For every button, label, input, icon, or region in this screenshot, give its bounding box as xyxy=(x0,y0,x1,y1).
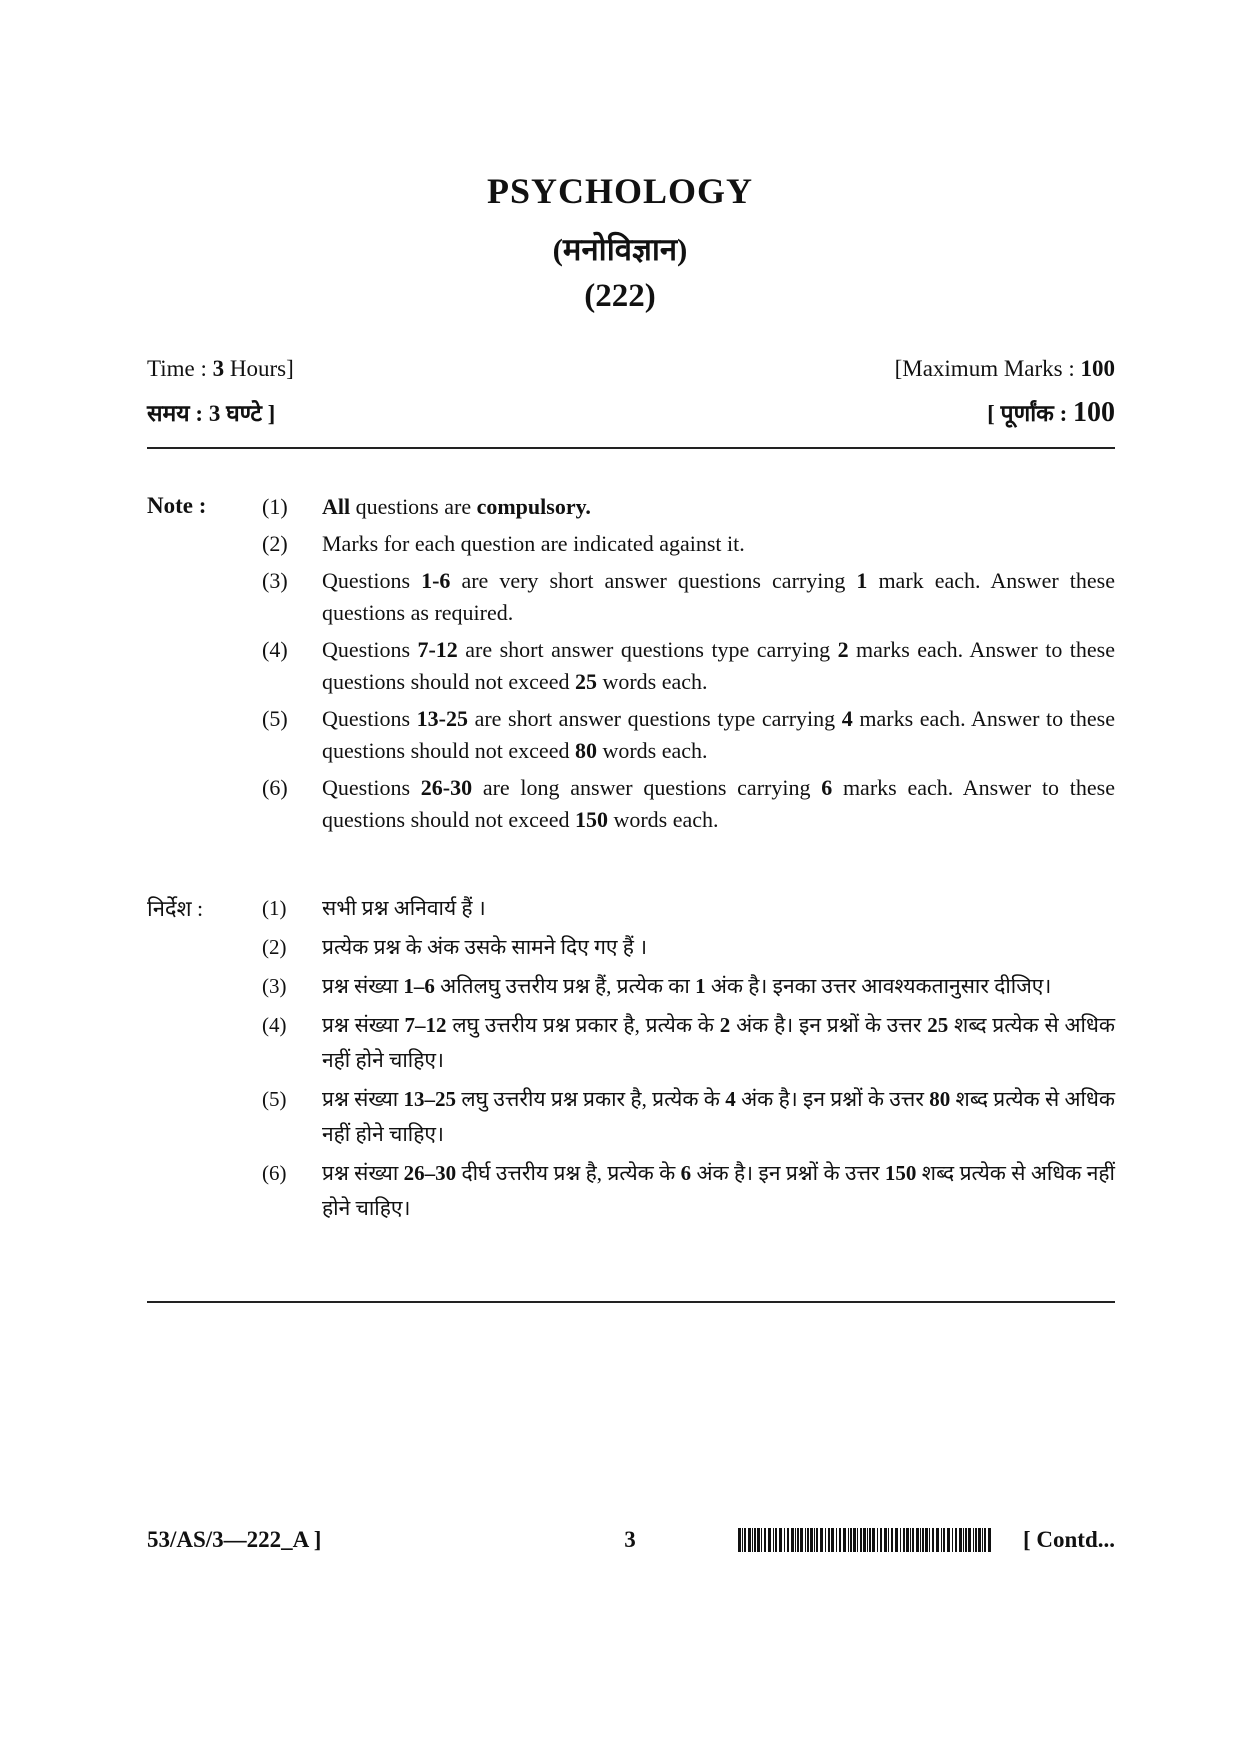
barcode-bar xyxy=(828,1528,830,1552)
note-item-text xyxy=(322,565,1115,629)
text-run: शब्द प्रत्येक से अधिक नहीं होने चाहिए। xyxy=(322,1161,1115,1220)
note-item xyxy=(262,703,1115,767)
text-bold: 2 xyxy=(837,637,849,662)
page-title: PSYCHOLOGY xyxy=(486,171,754,211)
barcode-bar xyxy=(848,1528,849,1552)
text-run: words each. xyxy=(607,807,719,832)
text-bold: 150 xyxy=(574,807,608,832)
note-item-number: (3) xyxy=(262,568,288,593)
text-run: Questions xyxy=(322,775,421,800)
barcode-bar xyxy=(764,1528,766,1552)
max-marks-line xyxy=(895,356,1115,382)
note-item xyxy=(262,528,1115,560)
hindi-note-list xyxy=(262,891,1115,1230)
text-run: words each. xyxy=(596,669,708,694)
text-bold: 6 xyxy=(680,1161,692,1185)
barcode-bar xyxy=(965,1528,967,1552)
text-run: Questions xyxy=(322,568,422,593)
time-label: Time : xyxy=(147,356,213,381)
barcode-bar xyxy=(839,1528,841,1552)
text-run: अंक है। इनका उत्तर आवश्यकतानुसार दीजिए। xyxy=(705,974,1052,998)
barcode-bar xyxy=(910,1528,911,1552)
barcode-bar xyxy=(810,1528,813,1552)
barcode-bar xyxy=(807,1528,809,1552)
text-run: लघु उत्तरीय प्रश्न प्रकार है, प्रत्येक के xyxy=(456,1087,726,1111)
barcode-bar xyxy=(752,1528,753,1552)
note-item-number: (5) xyxy=(262,706,288,731)
barcode-bar xyxy=(836,1528,837,1552)
barcode-bar xyxy=(975,1528,977,1552)
divider-top xyxy=(147,447,1115,449)
time-line xyxy=(147,356,294,382)
hindi-note-item xyxy=(262,1156,1115,1226)
barcode-bar xyxy=(880,1528,882,1552)
note-item xyxy=(262,565,1115,629)
barcode-bar xyxy=(943,1528,945,1552)
paper-code: 53/AS/3—222_A ] xyxy=(147,1527,322,1552)
barcode-bar xyxy=(888,1528,889,1552)
text-bold: 80 xyxy=(574,738,597,763)
barcode-bar xyxy=(936,1528,939,1552)
text-run: are short answer questions type carrying xyxy=(457,637,838,662)
text-run: प्रश्न संख्या xyxy=(322,1161,404,1185)
barcode-bar xyxy=(947,1528,950,1552)
hindi-note-item-text xyxy=(322,1082,1115,1152)
barcode-bar xyxy=(773,1528,774,1552)
text-run: प्रश्न संख्या xyxy=(322,1087,404,1111)
barcode-bar xyxy=(895,1528,898,1552)
text-run: अंक है। इन प्रश्नों के उत्तर xyxy=(735,1087,930,1111)
text-bold: 1 xyxy=(856,568,868,593)
text-bold: 7-12 xyxy=(417,637,458,662)
text-run: are long answer questions carrying xyxy=(472,775,822,800)
barcode-bar xyxy=(738,1528,741,1552)
max-marks-hindi-label: [ पूर्णांक : xyxy=(987,401,1073,426)
text-bold: 2 xyxy=(719,1013,731,1037)
barcode-bar xyxy=(872,1528,875,1552)
note-label: Note : xyxy=(147,493,207,518)
note-item-text xyxy=(322,491,1115,523)
page-subtitle-hindi: (मनोविज्ञान) xyxy=(552,232,688,267)
text-bold: 150 xyxy=(884,1161,917,1185)
barcode-bar xyxy=(925,1528,928,1552)
barcode-bar xyxy=(867,1528,868,1552)
barcode-bar xyxy=(955,1528,957,1552)
barcode-bar xyxy=(843,1528,846,1552)
barcode-bar xyxy=(906,1528,909,1552)
max-marks-label: [Maximum Marks : xyxy=(894,356,1081,381)
barcode-icon xyxy=(738,1528,991,1552)
barcode-bar xyxy=(900,1528,901,1552)
barcode-bar xyxy=(814,1528,815,1552)
text-run: दीर्घ उत्तरीय प्रश्न है, प्रत्येक के xyxy=(456,1161,681,1185)
note-item-number: (6) xyxy=(262,775,288,800)
barcode-bar xyxy=(754,1528,756,1552)
barcode-bar xyxy=(912,1528,914,1552)
barcode-bar xyxy=(853,1528,856,1552)
hindi-note-item-number: (5) xyxy=(262,1087,287,1111)
hindi-note-item xyxy=(262,1082,1115,1152)
note-item-number: (2) xyxy=(262,531,288,556)
barcode-bar xyxy=(791,1528,794,1552)
hindi-note-item xyxy=(262,891,1115,926)
barcode-bar xyxy=(800,1528,803,1552)
hindi-note-item-text xyxy=(322,1008,1115,1078)
text-bold: 1 xyxy=(695,974,706,998)
text-bold: 80 xyxy=(929,1087,951,1111)
text-bold: All xyxy=(322,494,351,519)
text-run: शब्द प्रत्येक से अधिक नहीं होने चाहिए। xyxy=(322,1013,1116,1072)
continued-label: [ Contd... xyxy=(1022,1527,1115,1552)
max-marks-value: 100 xyxy=(1080,356,1115,381)
barcode-bar xyxy=(978,1528,981,1552)
hindi-note-item xyxy=(262,1008,1115,1078)
note-item-number: (4) xyxy=(262,637,288,662)
barcode-bar xyxy=(757,1528,760,1552)
note-list xyxy=(262,491,1115,841)
text-bold: 26–30 xyxy=(403,1161,457,1185)
text-bold: 26-30 xyxy=(420,775,473,800)
text-run: प्रश्न संख्या xyxy=(322,974,404,998)
subject-code: (222) xyxy=(584,278,656,314)
barcode-bar xyxy=(932,1528,934,1552)
divider-bottom xyxy=(147,1301,1115,1303)
barcode-bar xyxy=(825,1528,826,1552)
barcode-bar xyxy=(916,1528,919,1552)
time-hindi-label: समय : xyxy=(147,401,209,426)
barcode-bar xyxy=(787,1528,789,1552)
note-item-text xyxy=(322,772,1115,836)
page-number: 3 xyxy=(624,1527,636,1552)
barcode-bar xyxy=(963,1528,964,1552)
text-run: अंक है। इन प्रश्नों के उत्तर xyxy=(730,1013,928,1037)
text-run: words each. xyxy=(596,738,708,763)
barcode-bar xyxy=(850,1528,852,1552)
barcode-bar xyxy=(869,1528,871,1552)
note-item-number: (1) xyxy=(262,494,288,519)
note-item xyxy=(262,634,1115,698)
note-item-text xyxy=(322,634,1115,698)
barcode-bar xyxy=(929,1528,930,1552)
text-run: लघु उत्तरीय प्रश्न प्रकार है, प्रत्येक के xyxy=(446,1013,720,1037)
note-item-text: Marks for each question are indicated against it. xyxy=(322,531,745,556)
barcode-bar xyxy=(779,1528,782,1552)
text-bold: 7–12 xyxy=(404,1013,447,1037)
barcode-bar xyxy=(877,1528,878,1552)
text-run: are short answer questions type carrying xyxy=(467,706,842,731)
barcode-bar xyxy=(922,1528,924,1552)
text-bold: compulsory. xyxy=(476,494,591,519)
note-item-text xyxy=(322,703,1115,767)
hindi-note-item-text xyxy=(322,969,1115,1004)
text-bold: 6 xyxy=(821,775,833,800)
hindi-note-item-number: (3) xyxy=(262,974,287,998)
barcode-bar xyxy=(891,1528,893,1552)
barcode-bar xyxy=(982,1528,983,1552)
hindi-note-item xyxy=(262,930,1115,965)
text-bold: 25 xyxy=(927,1013,949,1037)
text-run: marks each. Answer to these questions should not exceed xyxy=(322,637,1116,694)
text-run: शब्द प्रत्येक से अधिक नहीं होने चाहिए। xyxy=(322,1087,1116,1146)
time-hindi-value: 3 xyxy=(208,401,221,426)
max-marks-line-hindi xyxy=(987,396,1115,429)
text-run: Questions xyxy=(322,706,417,731)
text-run: अतिलघु उत्तरीय प्रश्न हैं, प्रत्येक का xyxy=(434,974,696,998)
text-run: questions are xyxy=(350,494,477,519)
barcode-bar xyxy=(952,1528,953,1552)
hindi-note-item-number: (4) xyxy=(262,1013,287,1037)
hindi-note-item xyxy=(262,969,1115,1004)
hindi-note-item-number: (2) xyxy=(262,935,287,959)
text-run: mark each. Answer these questions as required. xyxy=(322,568,1115,625)
hindi-note-item-text: प्रत्येक प्रश्न के अंक उसके सामने दिए गए हैं । xyxy=(322,935,648,959)
time-value: 3 xyxy=(212,356,225,381)
text-run: प्रश्न संख्या xyxy=(322,1013,405,1037)
barcode-bar xyxy=(973,1528,974,1552)
text-bold: 4 xyxy=(725,1087,736,1111)
barcode-bar xyxy=(744,1528,746,1552)
barcode-bar xyxy=(768,1528,771,1552)
text-run: are very short answer questions carrying xyxy=(450,568,857,593)
barcode-bar xyxy=(761,1528,762,1552)
barcode-bar xyxy=(903,1528,905,1552)
barcode-bar xyxy=(920,1528,921,1552)
hindi-note-item-text xyxy=(322,1156,1115,1226)
barcode-bar xyxy=(863,1528,866,1552)
barcode-bar xyxy=(816,1528,818,1552)
barcode-bar xyxy=(941,1528,942,1552)
hindi-note-item-number: (6) xyxy=(262,1161,287,1185)
text-run: Questions xyxy=(322,637,418,662)
barcode-bar xyxy=(984,1528,986,1552)
barcode-bar xyxy=(959,1528,962,1552)
text-run: अंक है। इन प्रश्नों के उत्तर xyxy=(691,1161,885,1185)
text-bold: 1–6 xyxy=(403,974,435,998)
note-item xyxy=(262,772,1115,836)
text-bold: 13-25 xyxy=(416,706,468,731)
barcode-bar xyxy=(968,1528,971,1552)
time-hindi-unit: घण्टे ] xyxy=(220,401,276,426)
barcode-bar xyxy=(831,1528,834,1552)
barcode-bar xyxy=(805,1528,806,1552)
barcode-bar xyxy=(775,1528,777,1552)
text-bold: 25 xyxy=(574,669,597,694)
barcode-bar xyxy=(820,1528,823,1552)
text-bold: 1-6 xyxy=(421,568,451,593)
barcode-bar xyxy=(988,1528,991,1552)
barcode-bar xyxy=(795,1528,796,1552)
barcode-bar xyxy=(797,1528,799,1552)
barcode-bar xyxy=(748,1528,751,1552)
hindi-note-item-text: सभी प्रश्न अनिवार्य हैं । xyxy=(322,896,486,920)
note-item xyxy=(262,491,1115,523)
barcode-bar xyxy=(857,1528,858,1552)
text-bold: 13–25 xyxy=(403,1087,457,1111)
text-run: marks each. Answer to these questions should not exceed xyxy=(322,706,1115,763)
barcode-bar xyxy=(742,1528,743,1552)
barcode-bar xyxy=(860,1528,862,1552)
time-unit: Hours] xyxy=(224,356,294,381)
text-run: marks each. Answer to these questions should not exceed xyxy=(322,775,1115,832)
barcode-bar xyxy=(884,1528,887,1552)
hindi-note-item-number: (1) xyxy=(262,896,287,920)
max-marks-hindi-value: 100 xyxy=(1073,397,1115,428)
hindi-note-label: निर्देश : xyxy=(147,896,204,921)
barcode-bar xyxy=(784,1528,785,1552)
time-line-hindi xyxy=(147,396,275,428)
text-bold: 4 xyxy=(841,706,853,731)
